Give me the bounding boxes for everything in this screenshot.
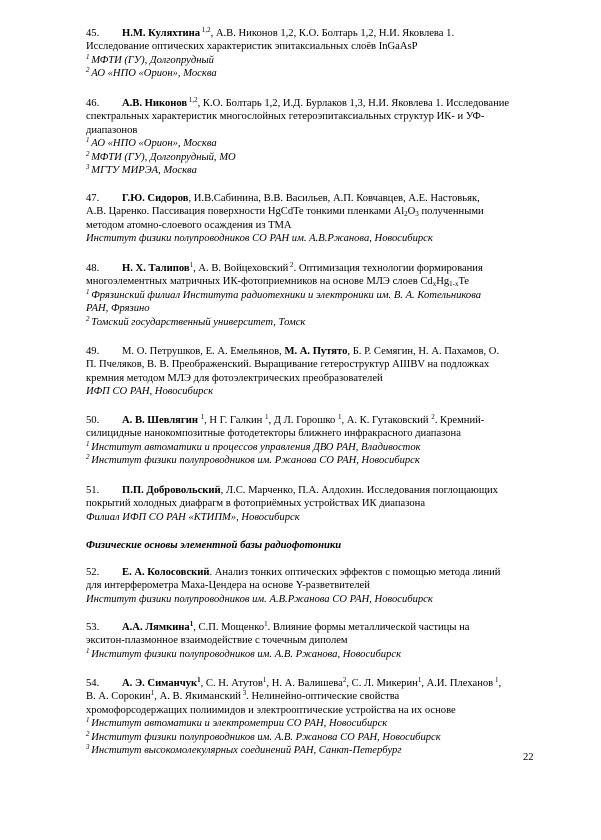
entry-49: 49. М. О. Петрушков, Е. А. Емельянов, М. А. Путято, Б. Р. Семягин, Н. А. Пахамов, О. П. Пчеляков, В. В. Преображенский. Выращивание гетероструктур AIIIBV на подложках кремния методом МЛЭ для фотоэлектрических преобразователей ИФП СО РАН, Новосибирск: [86, 345, 522, 399]
entry-number: 50.: [86, 415, 100, 426]
affiliation: $^2$ Институт физики полупроводников им. А.В. Ржанова СО РАН, Новосибирск: [86, 729, 441, 743]
entry-53: 53. А.А. Лямкина$^1$, С.П. Мощенко$^1$. Влияние формы металлической частицы на экситон-плазмонное взаимодействие с точечным диполем $^1$ Институт физики полупроводников им. А.В. Ржанова, Новосибирск: [86, 621, 522, 661]
entry-51: 51. П.П. Добровольский, Л.С. Марченко, П.А. Алдохин. Исследования поглощающих покрытий холодных диафрагм в фотоприёмных устройствах ИК диапазона Филиал ИФП СО РАН «КТИПМ», Новосибирск: [86, 484, 522, 524]
title-line: покрытий холодных диафрагм в фотоприёмных устройствах ИК диапазона: [86, 498, 426, 510]
entry-50: 50. А. В. Шевлягин $^1$, Н Г. Галкин $^1$, Д Л. Горошко $^1$, А. К. Гутаковский $^2$. Кремний- силицидные нанокомпозитные фотодетекторы ближнего инфракрасного диапазона $^1$ Институт автоматики и процессов управления ДВО РАН, Владивосток $^2$ Институт физики полупроводников им. Ржанова СО РАН, Новосибирск: [86, 414, 522, 468]
affiliation: $^2$ Институт физики полупроводников им. Ржанова СО РАН, Новосибирск: [86, 453, 420, 467]
entry-number: 48.: [86, 263, 100, 274]
section-heading: Физические основы элементной базы радиофотоники: [86, 540, 342, 551]
affiliation: $^2$ АО «НПО «Орион», Москва: [86, 66, 217, 80]
lead-author: Е. А. Колосовский: [122, 567, 210, 578]
lead-author: А. Э. Симанчук: [122, 678, 198, 689]
affiliation: $^3$ Институт высокомолекулярных соединений РАН, Санкт-Петербург: [86, 743, 402, 757]
title-line: силицидные нанокомпозитные фотодетекторы ближнего инфракрасного диапазона: [86, 428, 461, 440]
title-line: методом атомно-слоевого осаждения из ТМА: [86, 219, 292, 231]
entry-number: 52.: [86, 567, 100, 578]
lead-author: Н.М. Куляхтина: [122, 28, 201, 39]
affiliation: $^1$ Институт физики полупроводников им. А.В. Ржанова, Новосибирск: [86, 646, 402, 660]
entry-number: 45.: [86, 28, 100, 39]
entry-number: 54.: [86, 678, 100, 689]
title-line: кремния методом МЛЭ для фотоэлектрических преобразователей: [86, 372, 383, 384]
entry-48: 48. Н. Х. Талипов$^1$, А. В. Войцеховский $^2$. Оптимизация технологии формирования многоэлементных матричных ИК-фотоприемников на основе МЛЭ слоев $Cd_xHg_{1-x}Te$ $^1$ Фрязинский филиал Института радиотехники и электроники им. В. А. Котельникова РАН, Фрязино $^2$ Томский государственный университет, Томск: [86, 262, 522, 329]
entry-number: 53.: [86, 622, 100, 633]
lead-author: А. В. Шевлягин: [122, 415, 198, 426]
lead-author: А.А. Лямкина: [122, 622, 190, 633]
affiliation: $^1$ Фрязинский филиал Института радиотехники и электроники им. В. А. Котельникова: [86, 287, 482, 301]
affiliation: $^2$ МФТИ (ГУ), Долгопрудный, МО: [86, 149, 236, 163]
lead-author: Н. Х. Талипов: [122, 263, 190, 274]
title-line: экситон-плазмонное взаимодействие с точечным диполем: [86, 635, 348, 647]
affiliation: $^1$ АО «НПО «Орион», Москва: [86, 136, 217, 150]
title-line: многоэлементных матричных ИК-фотоприемников на основе МЛЭ слоев $Cd_xHg_{1-x}Te$: [86, 276, 469, 289]
affiliation: ИФП СО РАН, Новосибирск: [86, 386, 214, 398]
affiliation: Институт физики полупроводников СО РАН им. А.В.Ржанова, Новосибирск: [86, 233, 433, 245]
entry-number: 47.: [86, 193, 100, 204]
affiliation: $^3$ МГТУ МИРЭА, Москва: [86, 163, 197, 177]
entry-number: 49.: [86, 346, 100, 357]
affiliation: $^1$ Институт автоматики и процессов управления ДВО РАН, Владивосток: [86, 439, 421, 453]
title-line: А.В. Царенко. Пассивация поверхности HgCdTe тонкими пленками $Al_2O_3$ полученными: [86, 206, 484, 219]
entry-47: 47. Г.Ю. Сидоров, И.В.Сабинина, В.В. Васильев, А.П. Ковчавцев, А.Е. Настовьяк, А.В. Царенко. Пассивация поверхности HgCdTe тонкими пленками $Al_2O_3$ полученными методом атомно-слоевого осаждения из ТМА Институт физики полупроводников СО РАН им. А.В.Ржанова, Новосибирск: [86, 192, 522, 246]
affiliation: Филиал ИФП СО РАН «КТИПМ», Новосибирск: [86, 511, 300, 523]
title-line: Исследование оптических характеристик эпитаксиальных слоёв InGaAsP: [86, 41, 418, 53]
entry-54: 54. А. Э. Симанчук$^1$, С. Н. Атутов$^1$, Н. А. Валишева$^2$, С. Л. Микерин$^1$, А.И. Плеханов $^1$, В. А. Сорокин$^1$, А. В. Якиманский $^3$. Нелинейно-оптические свойства хромофорсодержащих полиимидов и электрооптические устройства на их основе $^1$ Институт автоматики и электрометрии СО РАН, Новосибирск $^2$ Институт физики полупроводников им. А.В. Ржанова СО РАН, Новосибирск $^3$ Институт высокомолекулярных соединений РАН, Санкт-Петербург: [86, 677, 522, 757]
title-line: П. Пчеляков, В. В. Преображенский. Выращивание гетероструктур AIIIBV на подложках: [86, 359, 490, 371]
entry-45: 45. Н.М. Куляхтина $^{1,2}$, А.В. Никонов 1,2, К.О. Болтарь 1,2, Н.И. Яковлева 1. Исследование оптических характеристик эпитаксиальных слоёв InGaAsP $^1$ МФТИ (ГУ), Долгопрудный $^2$ АО «НПО «Орион», Москва: [86, 27, 522, 81]
affiliation: $^1$ Институт автоматики и электрометрии СО РАН, Новосибирск: [86, 716, 388, 730]
affiliation: Институт физики полупроводников им. А.В.Ржанова СО РАН, Новосибирск: [86, 593, 433, 605]
entry-46: 46. А.В. Никонов $^{1,2}$, К.О. Болтарь 1,2, И.Д. Бурлаков 1,3, Н.И. Яковлева 1. Исследование спектральных характеристик многослойных гетероэпитаксиальных структур ИК- и УФ- диапазонов $^1$ АО «НПО «Орион», Москва $^2$ МФТИ (ГУ), Долгопрудный, МО $^3$ МГТУ МИРЭА, Москва: [86, 97, 522, 177]
entry-number: 46.: [86, 98, 100, 109]
lead-author: М. А. Путято: [284, 346, 348, 357]
page-number: 22: [523, 752, 534, 763]
affiliation: $^1$ МФТИ (ГУ), Долгопрудный: [86, 52, 214, 66]
entry-52: 52. Е. А. Колосовский. Анализ тонких оптических эффектов с помощью метода линий для интерферометра Маха-Цендера на основе Y-разветвителей Институт физики полупроводников им. А.В.Ржанова СО РАН, Новосибирск: [86, 566, 522, 606]
title-line: хромофорсодержащих полиимидов и электрооптические устройства на их основе: [86, 704, 456, 716]
title-line: спектральных характеристик многослойных гетероэпитаксиальных структур ИК- и УФ-: [86, 111, 485, 123]
affiliation: $^2$ Томский государственный университет, Томск: [86, 314, 306, 328]
entry-number: 51.: [86, 485, 100, 496]
title-line: диапазонов: [86, 124, 138, 136]
lead-author: Г.Ю. Сидоров: [122, 193, 189, 204]
title-line: для интерферометра Маха-Цендера на основе Y-разветвителей: [86, 580, 370, 592]
lead-author: А.В. Никонов: [122, 98, 188, 109]
lead-author: П.П. Добровольский: [122, 485, 221, 496]
title-line: В. А. Сорокин$^1$, А. В. Якиманский $^3$. Нелинейно-оптические свойства: [86, 689, 400, 703]
affiliation: РАН, Фрязино: [86, 303, 150, 315]
